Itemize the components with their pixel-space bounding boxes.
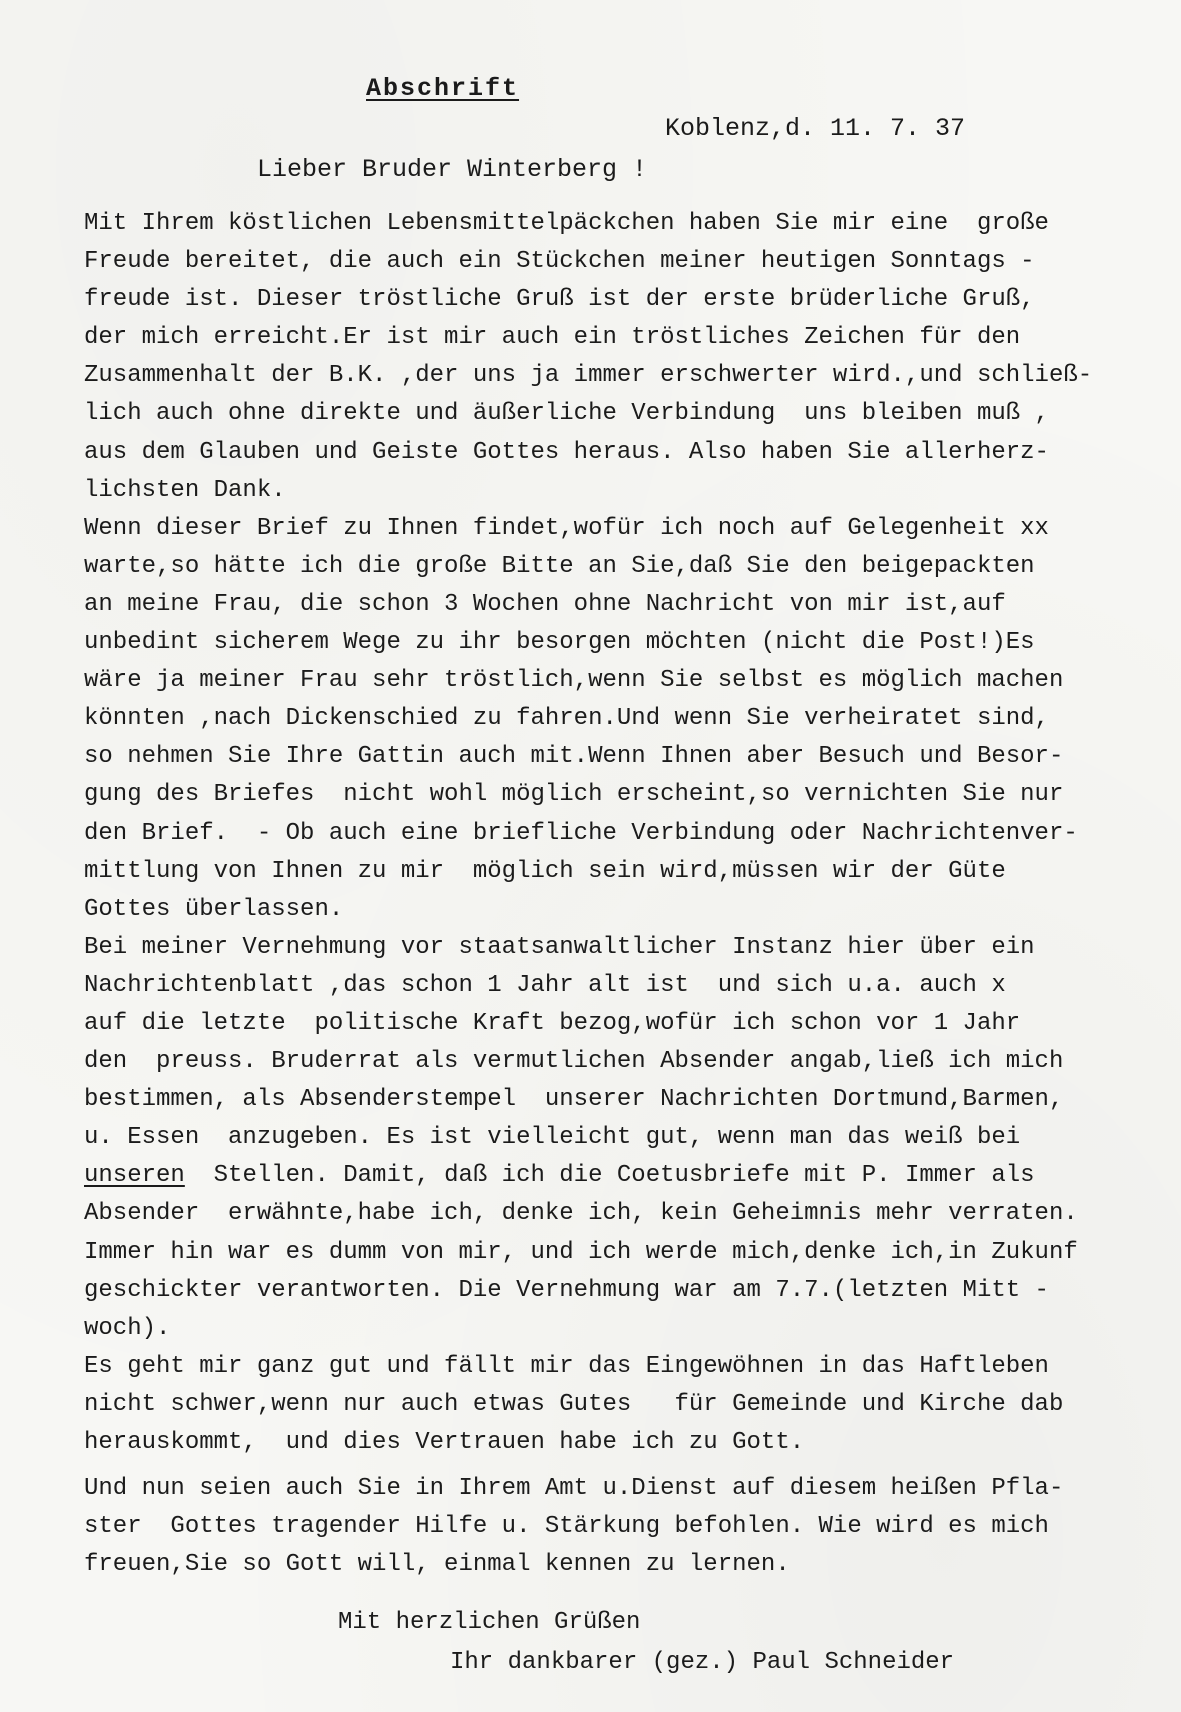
text-line: woch). <box>84 1314 171 1342</box>
letter-body <box>84 205 1174 1584</box>
signature-line: Ihr dankbarer (gez.) Paul Schneider <box>450 1649 955 1676</box>
text-line: Mit Ihrem köstlichen Lebensmittelpäckchen haben Sie mir eine große <box>84 210 1049 237</box>
text-line: lichsten Dank. <box>84 476 286 504</box>
text-line: Freude bereitet, die auch ein Stückchen meiner heutigen Sonntags - <box>84 248 1035 276</box>
text-line: gung des Briefes nicht wohl möglich erscheint,so vernichten Sie nur <box>84 781 1064 809</box>
text-line: auf die letzte politische Kraft bezog,wofür ich schon vor 1 Jahr <box>84 1009 1021 1037</box>
place-and-date: Koblenz,d. 11. 7. 37 <box>665 114 966 143</box>
text-line: freuen,Sie so Gott will, einmal kennen zu lernen. <box>84 1551 790 1579</box>
text-line: der mich erreicht.Er ist mir auch ein tröstliches Zeichen für den <box>84 324 1021 352</box>
text-line: Zusammenhalt der B.K. ,der uns ja immer erschwerter wird.,und schließ- <box>84 362 1093 390</box>
text-line: so nehmen Sie Ihre Gattin auch mit.Wenn Ihnen aber Besuch und Besor- <box>84 743 1064 771</box>
text-line: Wenn dieser Brief zu Ihnen findet,wofür ich noch auf Gelegenheit xx <box>84 514 1049 542</box>
text-line: Und nun seien auch Sie in Ihrem Amt u.Dienst auf diesem heißen Pfla- <box>84 1475 1064 1503</box>
salutation: Lieber Bruder Winterberg ! <box>257 155 648 184</box>
text-line: nicht schwer,wenn nur auch etwas Gutes für Gemeinde und Kirche dab <box>84 1390 1064 1418</box>
closing-line: Mit herzlichen Grüßen <box>338 1609 641 1636</box>
text-line-with-underline <box>84 1157 1174 1195</box>
text-line: lich auch ohne direkte und äußerliche Verbindung uns bleiben muß , <box>84 400 1049 428</box>
text-line: wäre ja meiner Frau sehr tröstlich,wenn Sie selbst es möglich machen <box>84 667 1064 695</box>
text-line: Nachrichtenblatt ,das schon 1 Jahr alt ist und sich u.a. auch x <box>84 971 1006 999</box>
text-line: Absender erwähnte,habe ich, denke ich, kein Geheimnis mehr verraten. <box>84 1200 1078 1228</box>
text-line: unbedint sicherem Wege zu ihr besorgen möchten (nicht die Post!)Es <box>84 629 1035 657</box>
text-line: Gottes überlassen. <box>84 895 344 923</box>
text-line: könnten ,nach Dickenschied zu fahren.Und wenn Sie verheiratet sind, <box>84 705 1049 733</box>
text-line: bestimmen, als Absenderstempel unserer Nachrichten Dortmund,Barmen, <box>84 1086 1064 1114</box>
paragraph-spacer <box>84 1462 1174 1470</box>
text-line: ster Gottes tragender Hilfe u. Stärkung befohlen. Wie wird es mich <box>84 1513 1049 1541</box>
document-heading: Abschrift <box>366 74 520 103</box>
text-line: mittlung von Ihnen zu mir möglich sein wird,müssen wir der Güte <box>84 857 1006 885</box>
text-line: geschickter verantworten. Die Vernehmung war am 7.7.(letzten Mitt - <box>84 1276 1049 1304</box>
text-line: den preuss. Bruderrat als vermutlichen Absender angab,ließ ich mich <box>84 1048 1064 1076</box>
text-line: Immer hin war es dumm von mir, und ich werde mich,denke ich,in Zukunf <box>84 1238 1078 1266</box>
text-line: freude ist. Dieser tröstliche Gruß ist der erste brüderliche Gruß, <box>84 286 1035 314</box>
text-line: u. Essen anzugeben. Es ist vielleicht gut, wenn man das weiß bei <box>84 1124 1021 1152</box>
text-line: an meine Frau, die schon 3 Wochen ohne Nachricht von mir ist,auf <box>84 590 1006 618</box>
text-line: Es geht mir ganz gut und fällt mir das Eingewöhnen in das Haftleben <box>84 1352 1049 1380</box>
text-line: warte,so hätte ich die große Bitte an Sie,daß Sie den beigepackten <box>84 552 1035 580</box>
text-line-rest: Stellen. Damit, daß ich die Coetusbriefe mit P. Immer als <box>184 1162 1035 1190</box>
text-line: den Brief. - Ob auch eine briefliche Verbindung oder Nachrichtenver- <box>84 819 1078 847</box>
underlined-word: unseren <box>84 1162 185 1190</box>
text-line: Bei meiner Vernehmung vor staatsanwaltlicher Instanz hier über ein <box>84 933 1035 961</box>
text-line: aus dem Glauben und Geiste Gottes heraus. Also haben Sie allerherz- <box>84 438 1049 466</box>
text-line: herauskommt, und dies Vertrauen habe ich zu Gott. <box>84 1429 805 1456</box>
